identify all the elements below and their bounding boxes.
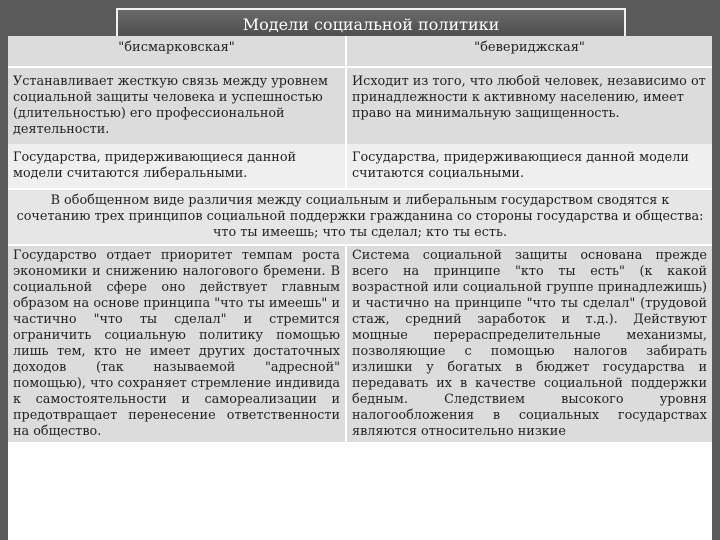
summary-row xyxy=(8,189,712,245)
table-row xyxy=(8,67,712,144)
bismarck-principle-cell: Устанавливает жесткую связь между уровнем социальной защиты человека и успешностью (длительностью) его профессиональной деятельности. xyxy=(8,67,346,144)
column-header-bismarck: "бисмарковская" xyxy=(8,36,346,67)
slide-title: Модели социальной политики xyxy=(116,8,626,40)
comparison-slide xyxy=(8,36,712,540)
column-header-beveridge: "бевериджская" xyxy=(346,36,712,67)
liberal-state-description: Государство отдает приоритет темпам роста экономики и снижению налогового бремени. В социальной сфере оно действует главным образом на основе принципа "что ты имеешь" и частично "что ты сделал" и стремится ограничить социальную политику помощью лишь тем, кто не имеет других достаточных доходов (так называемой "адресной" помощью), что сохраняет стремление индивида к самостоятельности и самореализации и предотвращает перенесение ответственности на общество. xyxy=(8,245,346,442)
table-header-row xyxy=(8,36,712,67)
comparison-table xyxy=(8,36,712,442)
bismarck-state-type-cell: Государства, придерживающиеся данной модели считаются либеральными. xyxy=(8,144,346,189)
beveridge-state-type-cell: Государства, придерживающиеся данной модели считаются социальными. xyxy=(346,144,712,189)
table-row xyxy=(8,144,712,189)
beveridge-principle-cell: Исходит из того, что любой человек, независимо от принадлежности к активному населению, имеет право на минимальную защищенность. xyxy=(346,67,712,144)
summary-text: В обобщенном виде различия между социальным и либеральным государством сводятся к сочетанию трех принципов социальной поддержки гражданина со стороны государства и общества: что ты имеешь; что ты сделал; кто ты есть. xyxy=(8,189,712,245)
table-row xyxy=(8,245,712,442)
social-state-description: Система социальной защиты основана прежде всего на принципе "кто ты есть" (к какой возрастной или социальной группе принадлежишь) и частично на принципе "что ты сделал" (трудовой стаж, средний заработок и т.д.). Действуют мощные перераспределительные механизмы, позволяющие с помощью налогов забирать излишки у богатых в бюджет государства и передавать их в качестве социальной поддержки бедным. Следствием высокого уровня налогообложения в социальных государствах являются относительно низкие xyxy=(346,245,712,442)
